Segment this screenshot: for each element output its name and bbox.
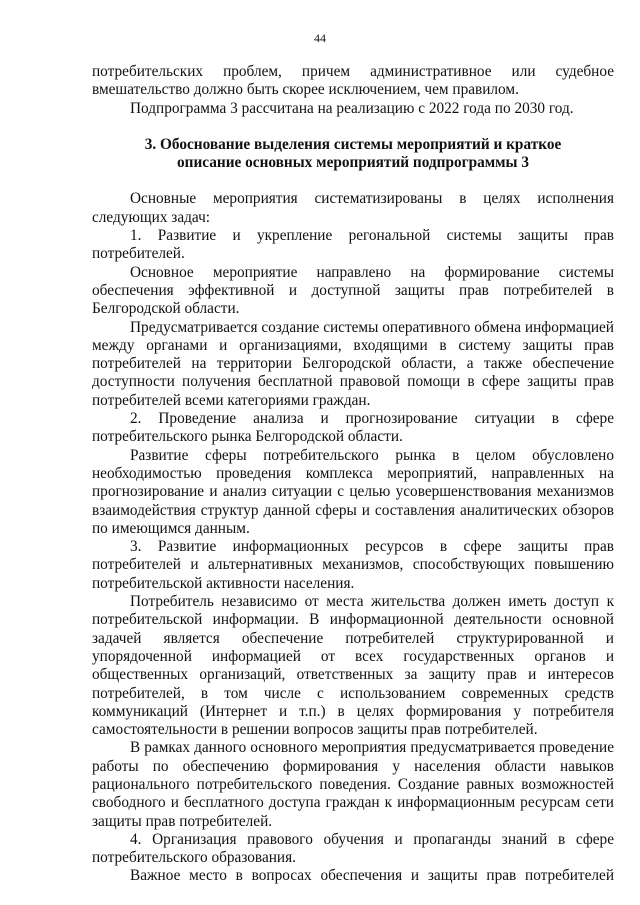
- paragraph: 1. Развитие и укрепление регональной системы защиты прав потребителей.: [92, 227, 614, 263]
- paragraph: Основное мероприятие направлено на формирование системы обеспечения эффективной и доступной защиты прав потребителей в Белгородской области.: [92, 263, 614, 318]
- paragraph: Важное место в вопросах обеспечения и защиты прав потребителей: [130, 867, 614, 885]
- paragraph: Развитие сферы потребительского рынка в целом обусловлено необходимостью проведения комплекса мероприятий, направленных на прогнозирование и анализ ситуации с целью усовершенствования механизмов взаимодействия структур данной сферы и составления аналитических обзоров по имеющимся данным.: [92, 446, 614, 537]
- paragraph: Потребитель независимо от места жительства должен иметь доступ к потребительской информации. В информационной деятельности основной задачей является обеспечение потребителей структурированной и упорядоченной информацией от всех государственных органов и общественных организаций, ответственных за защиту прав и интересов потребителей, в том числе с использованием современных средств коммуникаций (Интернет и т.п.) в целях формирования у потребителя самостоятельности в решении вопросов защиты прав потребителей.: [92, 593, 614, 739]
- section-heading-line: описание основных мероприятий подпрограммы 3: [177, 154, 529, 172]
- paragraph: В рамках данного основного мероприятия предусматривается проведение работы по обеспечению формирования у населения области навыков рационального потребительского поведения. Создание равных возможностей свободного и бесплатного доступа граждан к информационным ресурсам сети защиты прав потребителей.: [92, 739, 614, 830]
- document-body: [92, 63, 614, 886]
- paragraph: Подпрограмма 3 рассчитана на реализацию с 2022 года по 2030 год.: [130, 99, 574, 117]
- section-heading-line: 3. Обоснование выделения системы мероприятий и краткое: [144, 135, 562, 153]
- paragraph: 4. Организация правового обучения и пропаганды знаний в сфере потребительского образования.: [92, 830, 614, 867]
- paragraph: потребительских проблем, причем административное или судебное вмешательство должно быть скорее исключением, чем правилом.: [92, 63, 614, 99]
- paragraph: Предусматривается создание системы оперативного обмена информацией между органами и организациями, входящими в систему защиты прав потребителей на территории Белгородской области, а также обеспечение доступности получения бесплатной правовой помощи в сфере защиты прав потребителей всеми категориями граждан.: [92, 318, 614, 409]
- section-heading: [92, 136, 614, 173]
- paragraph: 3. Развитие информационных ресурсов в сфере защиты прав потребителей и альтернативных механизмов, способствующих повышению потребительской активности населения.: [92, 538, 614, 592]
- paragraph: 2. Проведение анализа и прогнозирование ситуации в сфере потребительского рынка Белгородской области.: [92, 410, 614, 446]
- page-number: 44: [314, 31, 326, 45]
- paragraph: Основные мероприятия систематизированы в целях исполнения следующих задач:: [92, 190, 614, 226]
